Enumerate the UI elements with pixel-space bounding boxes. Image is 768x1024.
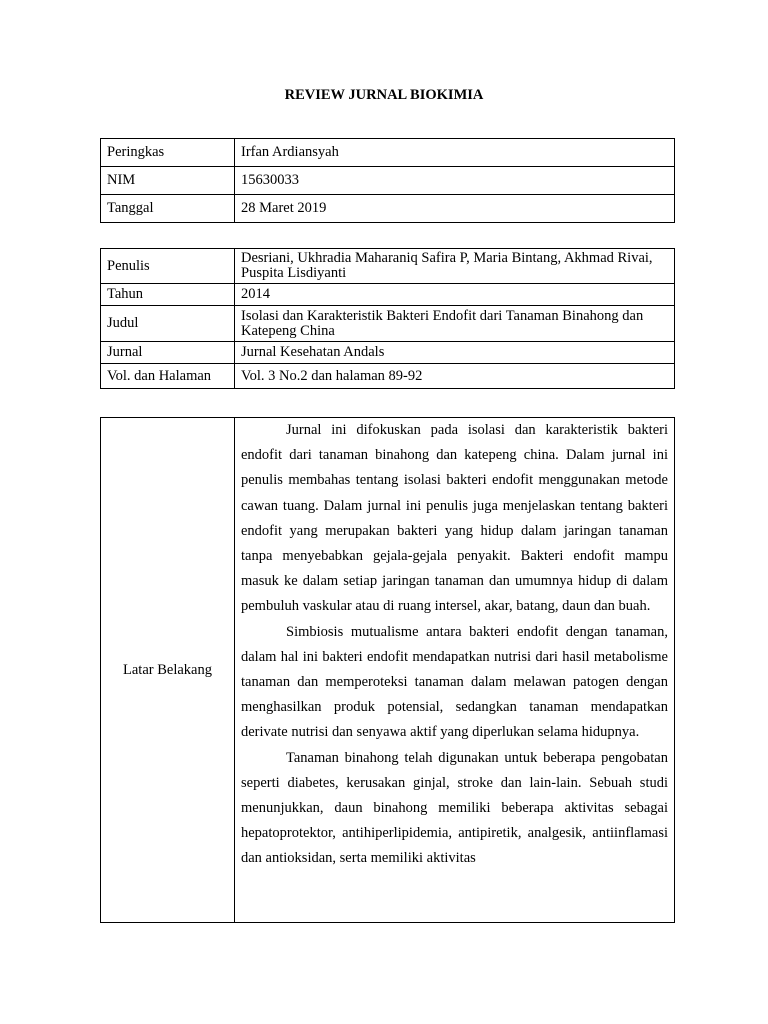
label-latar-belakang: Latar Belakang: [101, 418, 235, 923]
paragraph-2: Simbiosis mutualisme antara bakteri endofit dengan tanaman, dalam hal ini bakteri endofit mendapatkan nutrisi dari hasil metabolisme tanaman dan memperoteksi tanaman dalam melawan patogen dengan menghasilkan produk potensial, sedangkan tanaman mendapatkan derivate nutrisi dan senyawa aktif yang diperlukan selama hidupnya.: [241, 623, 668, 741]
background-table: [100, 417, 675, 923]
value-jurnal: Jurnal Kesehatan Andals: [235, 342, 675, 364]
label-nim: NIM: [101, 167, 235, 195]
background-text: [241, 418, 668, 922]
table-row: [101, 139, 675, 167]
reviewer-table: [100, 138, 675, 223]
label-judul: Judul: [101, 306, 235, 342]
value-vol-halaman: Vol. 3 No.2 dan halaman 89-92: [235, 364, 675, 389]
value-nim: 15630033: [235, 167, 675, 195]
table-row: [101, 418, 675, 923]
paragraph-1: Jurnal ini difokuskan pada isolasi dan karakteristik bakteri endofit dari tanaman binahong dan katepeng china. Dalam jurnal ini penulis membahas tentang isolasi bakteri endofit menggunakan metode cawan tuang. Dalam jurnal ini penulis juga menjelaskan tentang bakteri endofit yang merupakan bakteri yang hidup dalam jaringan tanaman tanpa menyebabkan gejala-gejala penyakit. Bakteri endofit mampu masuk ke dalam setiap jaringan tanaman dan umumnya hidup di dalam pembuluh vaskular atau di ruang intersel, akar, batang, daun dan buah.: [241, 422, 668, 615]
value-tahun: 2014: [235, 284, 675, 306]
paragraph-3: Tanaman binahong telah digunakan untuk beberapa pengobatan seperti diabetes, kerusakan ginjal, stroke dan lain-lain. Sebuah studi menunjukkan, daun binahong memiliki beberapa aktivitas sebagai hepatoprotektor, antihiperlipidemia, antipiretik, analgesik, antiinflamasi dan antioksidan, serta memiliki aktivitas: [241, 749, 668, 867]
background-body: [235, 418, 675, 923]
table-row: [101, 284, 675, 306]
table-row: [101, 364, 675, 389]
table-row: [101, 167, 675, 195]
table-row: [101, 195, 675, 223]
document-title: REVIEW JURNAL BIOKIMIA: [284, 87, 484, 103]
label-penulis: Penulis: [101, 249, 235, 284]
label-tahun: Tahun: [101, 284, 235, 306]
value-tanggal: 28 Maret 2019: [235, 195, 675, 223]
label-vol-halaman: Vol. dan Halaman: [101, 364, 235, 389]
label-jurnal: Jurnal: [101, 342, 235, 364]
table-row: [101, 249, 675, 284]
value-judul: Isolasi dan Karakteristik Bakteri Endofit dari Tanaman Binahong dan Katepeng China: [235, 306, 675, 342]
value-penulis: Desriani, Ukhradia Maharaniq Safira P, Maria Bintang, Akhmad Rivai, Puspita Lisdiyanti: [235, 249, 675, 284]
value-peringkas: Irfan Ardiansyah: [235, 139, 675, 167]
label-tanggal: Tanggal: [101, 195, 235, 223]
table-row: [101, 342, 675, 364]
table-row: [101, 306, 675, 342]
label-peringkas: Peringkas: [101, 139, 235, 167]
journal-info-table: [100, 248, 675, 389]
